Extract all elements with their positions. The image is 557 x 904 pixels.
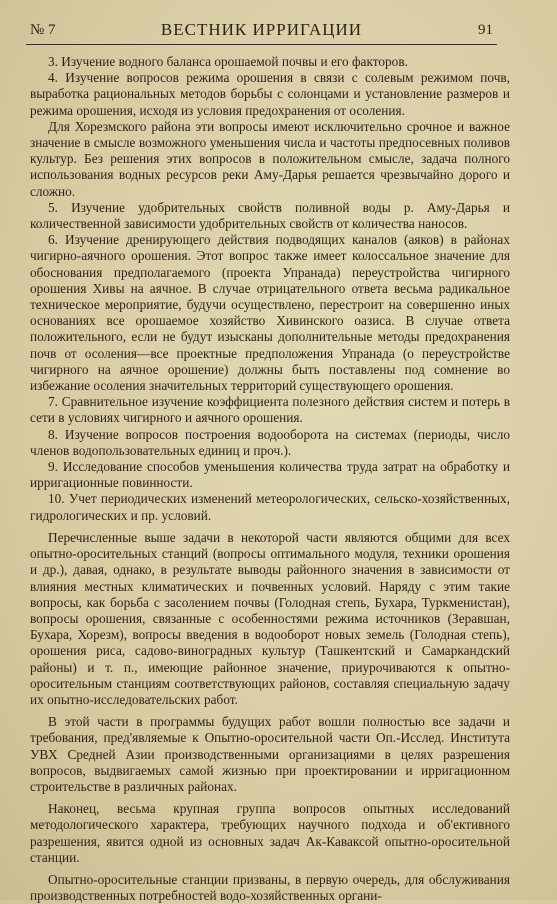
issue-number: № 7: [30, 22, 56, 38]
journal-title: ВЕСТНИК ИРРИГАЦИИ: [160, 20, 363, 39]
paragraph: Для Хорезмского района эти вопросы имеют исключительно срочное и важное значение в смысле возможного уменьшения числа и частоты предпосевных поливов культур. Без решения этих вопросов в положительном смысле, задача полного использования водных ресурсов реки Аму-Дарья решается чрезвычайно дорого и сложно.: [30, 118, 510, 199]
paragraph: 7. Сравнительное изучение коэффициента полезного действия систем и потерь в сети в условиях чигирного и аячного орошения.: [30, 394, 510, 426]
paragraph: 10. Учет периодических изменений метеорологических, сельско-хозяйственных, гидрологических и пр. условий.: [30, 491, 510, 523]
paragraph: 6. Изучение дренирующего действия подводящих каналов (аяков) в районах чигирно-аячного орошения. Этот вопрос также имеет колоссальное значение для обоснования предполагаемого (проекта Упранада) переустройства чигирного орошения Хивы на аячное. В случае отрицательного ответа весьма радикальное техническое мероприятие, будучи осуществлено, перестроит на совершенно иных основаниях все орошаемое хозяйство Хивинского оазиса. В случае ответа положительного, если не будут изысканы дополнительные методы предохранения почв от осоления—все проектные предположения Упранада (о переустройстве чигирного на аячное орошение) должны быть поставлены под сомнение во избежание осоления значительных территорий существующего орошения.: [30, 232, 510, 394]
paragraph: Наконец, весьма крупная группа вопросов опытных исследований методологического характера, требующих научного подхода и об'ективного разрешения, явится одной из основных задач Ак-Каваксой опытно-оросительной станции.: [30, 801, 510, 865]
paragraph: 3. Изучение водного баланса орошаемой почвы и его факторов.: [48, 54, 408, 69]
paragraph: В этой части в программы будущих работ вошли полностью все задачи и требования, пред'являемые к Опытно-оросительной части Оп.-Исслед. Института УВХ Средней Азии производственными организациями в целях разрешения вопросов, выдвигаемых самой жизнью при проектировании и ирригационном строительстве в различных районах.: [30, 714, 510, 794]
page-header: [26, 20, 497, 45]
paragraph: 4. Изучение вопросов режима орошения в связи с солевым режимом почв, выработка рациональных методов борьбы с солонцами и установление размеров и режима орошения, исходя из условия предохранения от осоления.: [30, 70, 510, 118]
page-number: 91: [478, 22, 493, 38]
paragraph: Перечисленные выше задачи в некоторой части являются общими для всех опытно-оросительных станций (вопросы оптимального модуля, техники орошения и др.), давая, однако, в результате выводы районного значения в зависимости от влияния местных климатических и почвенных условий. Наряду с этим такие вопросы, как борьба с засолением почвы (Голодная степь, Бухара, Туркменистан), вопросы орошения, связанные с особенностями режима источников (Зеравшан, Бухара, Хорезм), вопросы введения в водооборот новых земель (Голодная степь), орошения риса, садово-виноградных культур (Ташкентский и Самаркандский районы) и т. п., имеющие районное значение, приурочиваются к опытно-оросительным станциям соответствующих районов, составляя специальную задачу их опытно-исследовательских работ.: [30, 529, 510, 707]
paragraph: Опытно-оросительные станции призваны, в первую очередь, для обслуживания производственных потребностей водо-хозяйственных органи-: [30, 871, 510, 904]
paragraph: 5. Изучение удобрительных свойств поливной воды р. Аму-Дарья и количественной зависимости удобрительных свойств от количества наносов.: [30, 199, 510, 232]
paragraph: 9. Исследование способов уменьшения количества труда затрат на обработку и ирригационные повинности.: [30, 459, 510, 491]
article-body: [30, 54, 510, 904]
paragraph: 8. Изучение вопросов построения водооборота на системах (периоды, число членов водопользовательных единиц и проч.).: [30, 426, 510, 458]
